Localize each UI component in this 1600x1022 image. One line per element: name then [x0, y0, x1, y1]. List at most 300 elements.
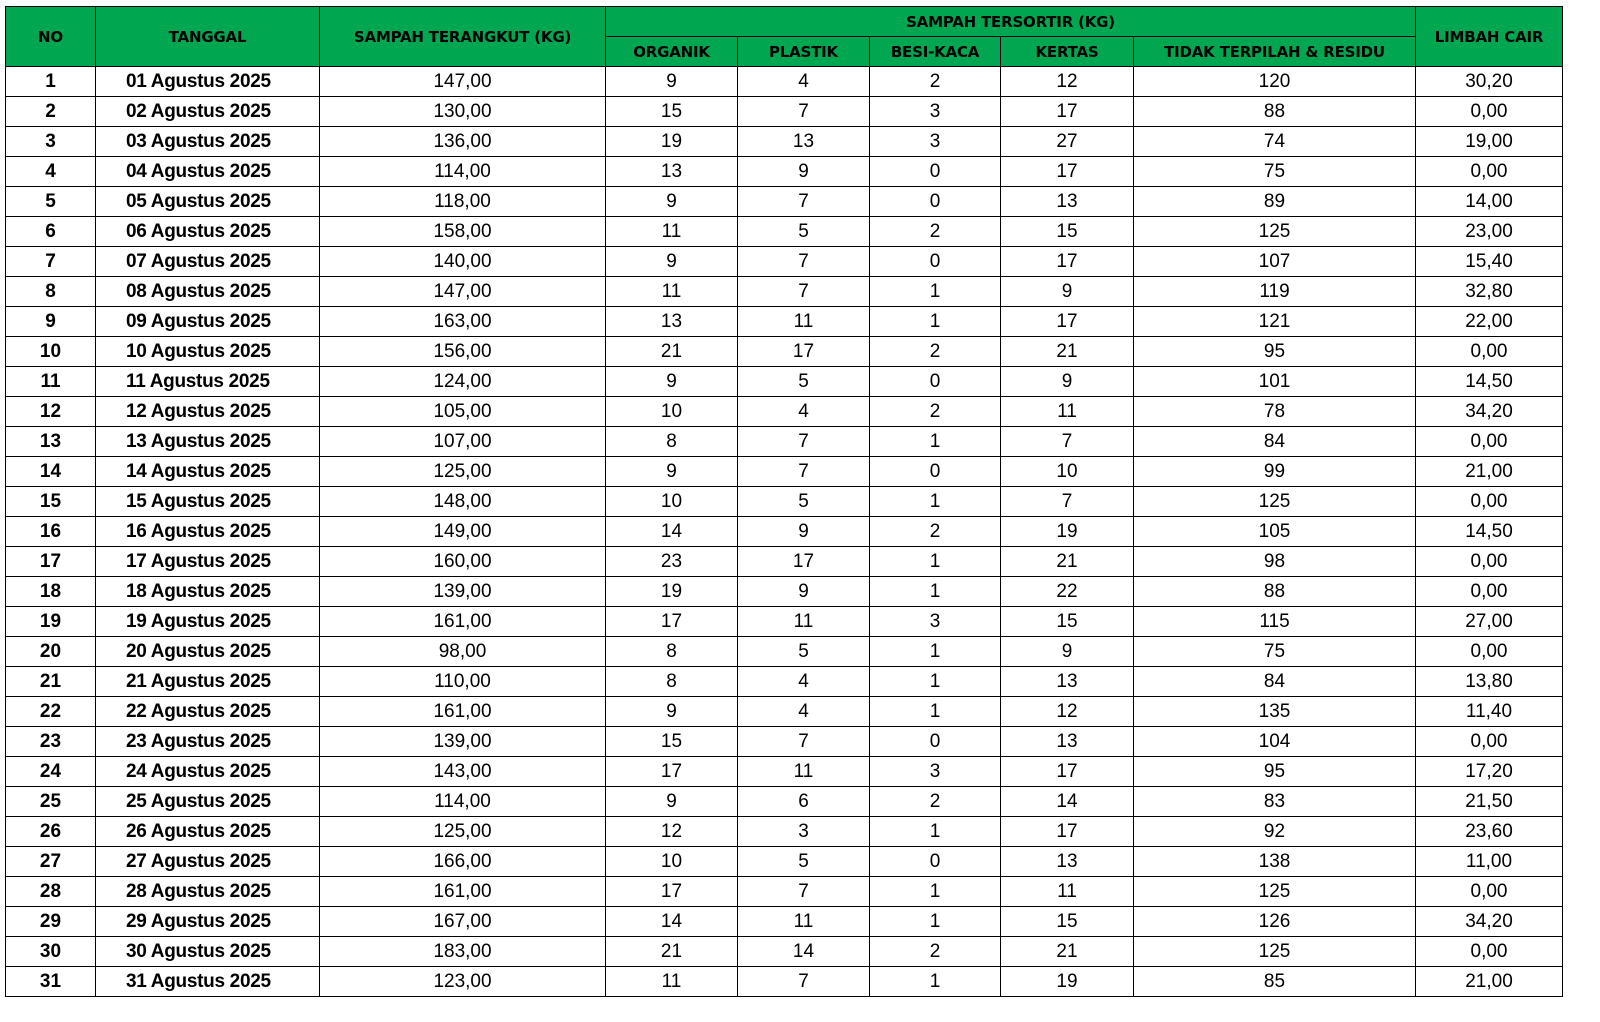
- cell-no[interactable]: 15: [6, 487, 96, 517]
- cell-kertas[interactable]: 12: [1001, 67, 1134, 97]
- cell-tanggal[interactable]: 25 Agustus 2025: [96, 787, 320, 817]
- cell-no[interactable]: 21: [6, 667, 96, 697]
- cell-limbah-cair[interactable]: 0,00: [1416, 727, 1563, 757]
- cell-sampah-terangkut[interactable]: 118,00: [320, 187, 606, 217]
- cell-besi-kaca[interactable]: 1: [870, 487, 1001, 517]
- cell-no[interactable]: 6: [6, 217, 96, 247]
- cell-residu[interactable]: 125: [1134, 217, 1416, 247]
- cell-limbah-cair[interactable]: 21,50: [1416, 787, 1563, 817]
- cell-plastik[interactable]: 7: [738, 727, 870, 757]
- cell-no[interactable]: 24: [6, 757, 96, 787]
- cell-sampah-terangkut[interactable]: 163,00: [320, 307, 606, 337]
- cell-sampah-terangkut[interactable]: 166,00: [320, 847, 606, 877]
- cell-residu[interactable]: 135: [1134, 697, 1416, 727]
- header-besi-kaca[interactable]: BESI-KACA: [870, 37, 1001, 67]
- cell-kertas[interactable]: 17: [1001, 307, 1134, 337]
- cell-besi-kaca[interactable]: 2: [870, 337, 1001, 367]
- cell-plastik[interactable]: 9: [738, 157, 870, 187]
- cell-besi-kaca[interactable]: 1: [870, 637, 1001, 667]
- cell-kertas[interactable]: 13: [1001, 667, 1134, 697]
- cell-besi-kaca[interactable]: 3: [870, 757, 1001, 787]
- cell-kertas[interactable]: 21: [1001, 337, 1134, 367]
- cell-sampah-terangkut[interactable]: 139,00: [320, 727, 606, 757]
- cell-plastik[interactable]: 7: [738, 187, 870, 217]
- cell-residu[interactable]: 98: [1134, 547, 1416, 577]
- cell-plastik[interactable]: 9: [738, 517, 870, 547]
- cell-residu[interactable]: 85: [1134, 967, 1416, 997]
- cell-plastik[interactable]: 4: [738, 67, 870, 97]
- cell-kertas[interactable]: 17: [1001, 97, 1134, 127]
- cell-besi-kaca[interactable]: 2: [870, 67, 1001, 97]
- cell-no[interactable]: 19: [6, 607, 96, 637]
- cell-sampah-terangkut[interactable]: 160,00: [320, 547, 606, 577]
- header-plastik[interactable]: PLASTIK: [738, 37, 870, 67]
- cell-kertas[interactable]: 19: [1001, 967, 1134, 997]
- cell-besi-kaca[interactable]: 0: [870, 457, 1001, 487]
- cell-limbah-cair[interactable]: 0,00: [1416, 487, 1563, 517]
- cell-no[interactable]: 28: [6, 877, 96, 907]
- cell-limbah-cair[interactable]: 14,00: [1416, 187, 1563, 217]
- cell-besi-kaca[interactable]: 1: [870, 907, 1001, 937]
- cell-tanggal[interactable]: 23 Agustus 2025: [96, 727, 320, 757]
- cell-no[interactable]: 31: [6, 967, 96, 997]
- table-row: [6, 787, 1563, 817]
- cell-besi-kaca[interactable]: 1: [870, 697, 1001, 727]
- cell-plastik[interactable]: 13: [738, 127, 870, 157]
- cell-residu[interactable]: 88: [1134, 577, 1416, 607]
- cell-residu[interactable]: 95: [1134, 337, 1416, 367]
- table-body: [6, 67, 1563, 997]
- cell-kertas[interactable]: 21: [1001, 937, 1134, 967]
- cell-limbah-cair[interactable]: 15,40: [1416, 247, 1563, 277]
- cell-limbah-cair[interactable]: 0,00: [1416, 337, 1563, 367]
- cell-plastik[interactable]: 4: [738, 397, 870, 427]
- cell-besi-kaca[interactable]: 0: [870, 247, 1001, 277]
- cell-plastik[interactable]: 6: [738, 787, 870, 817]
- cell-tanggal[interactable]: 17 Agustus 2025: [96, 547, 320, 577]
- cell-tanggal[interactable]: 09 Agustus 2025: [96, 307, 320, 337]
- cell-residu[interactable]: 120: [1134, 67, 1416, 97]
- cell-besi-kaca[interactable]: 2: [870, 397, 1001, 427]
- cell-sampah-terangkut[interactable]: 125,00: [320, 457, 606, 487]
- cell-kertas[interactable]: 15: [1001, 217, 1134, 247]
- cell-plastik[interactable]: 7: [738, 967, 870, 997]
- cell-sampah-terangkut[interactable]: 114,00: [320, 157, 606, 187]
- cell-sampah-terangkut[interactable]: 183,00: [320, 937, 606, 967]
- cell-limbah-cair[interactable]: 11,40: [1416, 697, 1563, 727]
- cell-tanggal[interactable]: 02 Agustus 2025: [96, 97, 320, 127]
- cell-plastik[interactable]: 7: [738, 247, 870, 277]
- cell-organik[interactable]: 9: [606, 697, 738, 727]
- cell-residu[interactable]: 99: [1134, 457, 1416, 487]
- cell-organik[interactable]: 19: [606, 127, 738, 157]
- cell-organik[interactable]: 14: [606, 907, 738, 937]
- cell-organik[interactable]: 13: [606, 157, 738, 187]
- cell-organik[interactable]: 10: [606, 487, 738, 517]
- cell-sampah-terangkut[interactable]: 161,00: [320, 697, 606, 727]
- cell-residu[interactable]: 104: [1134, 727, 1416, 757]
- cell-organik[interactable]: 23: [606, 547, 738, 577]
- cell-besi-kaca[interactable]: 0: [870, 157, 1001, 187]
- cell-sampah-terangkut[interactable]: 158,00: [320, 217, 606, 247]
- cell-besi-kaca[interactable]: 3: [870, 607, 1001, 637]
- cell-sampah-terangkut[interactable]: 149,00: [320, 517, 606, 547]
- cell-besi-kaca[interactable]: 0: [870, 367, 1001, 397]
- cell-limbah-cair[interactable]: 0,00: [1416, 877, 1563, 907]
- cell-plastik[interactable]: 7: [738, 457, 870, 487]
- cell-sampah-terangkut[interactable]: 161,00: [320, 607, 606, 637]
- cell-tanggal[interactable]: 28 Agustus 2025: [96, 877, 320, 907]
- cell-organik[interactable]: 10: [606, 847, 738, 877]
- cell-residu[interactable]: 126: [1134, 907, 1416, 937]
- table-row: [6, 427, 1563, 457]
- cell-organik[interactable]: 17: [606, 757, 738, 787]
- cell-no[interactable]: 14: [6, 457, 96, 487]
- cell-residu[interactable]: 92: [1134, 817, 1416, 847]
- table-row: [6, 97, 1563, 127]
- cell-limbah-cair[interactable]: 34,20: [1416, 907, 1563, 937]
- cell-residu[interactable]: 121: [1134, 307, 1416, 337]
- cell-tanggal[interactable]: 30 Agustus 2025: [96, 937, 320, 967]
- cell-residu[interactable]: 88: [1134, 97, 1416, 127]
- cell-sampah-terangkut[interactable]: 114,00: [320, 787, 606, 817]
- cell-sampah-terangkut[interactable]: 130,00: [320, 97, 606, 127]
- cell-kertas[interactable]: 7: [1001, 427, 1134, 457]
- cell-kertas[interactable]: 15: [1001, 607, 1134, 637]
- header-kertas[interactable]: KERTAS: [1001, 37, 1134, 67]
- cell-sampah-terangkut[interactable]: 140,00: [320, 247, 606, 277]
- cell-tanggal[interactable]: 04 Agustus 2025: [96, 157, 320, 187]
- cell-no[interactable]: 18: [6, 577, 96, 607]
- cell-no[interactable]: 13: [6, 427, 96, 457]
- cell-limbah-cair[interactable]: 34,20: [1416, 397, 1563, 427]
- cell-besi-kaca[interactable]: 1: [870, 667, 1001, 697]
- cell-organik[interactable]: 12: [606, 817, 738, 847]
- cell-kertas[interactable]: 10: [1001, 457, 1134, 487]
- cell-kertas[interactable]: 11: [1001, 877, 1134, 907]
- cell-no[interactable]: 12: [6, 397, 96, 427]
- cell-limbah-cair[interactable]: 0,00: [1416, 937, 1563, 967]
- cell-no[interactable]: 26: [6, 817, 96, 847]
- cell-tanggal[interactable]: 31 Agustus 2025: [96, 967, 320, 997]
- cell-limbah-cair[interactable]: 32,80: [1416, 277, 1563, 307]
- cell-limbah-cair[interactable]: 17,20: [1416, 757, 1563, 787]
- cell-plastik[interactable]: 11: [738, 307, 870, 337]
- header-organik[interactable]: ORGANIK: [606, 37, 738, 67]
- header-limbah-cair[interactable]: LIMBAH CAIR: [1416, 7, 1563, 67]
- cell-plastik[interactable]: 7: [738, 427, 870, 457]
- cell-sampah-terangkut[interactable]: 124,00: [320, 367, 606, 397]
- cell-no[interactable]: 7: [6, 247, 96, 277]
- cell-plastik[interactable]: 7: [738, 97, 870, 127]
- cell-tanggal[interactable]: 22 Agustus 2025: [96, 697, 320, 727]
- cell-kertas[interactable]: 15: [1001, 907, 1134, 937]
- cell-organik[interactable]: 9: [606, 187, 738, 217]
- cell-besi-kaca[interactable]: 0: [870, 727, 1001, 757]
- cell-plastik[interactable]: 9: [738, 577, 870, 607]
- cell-kertas[interactable]: 21: [1001, 547, 1134, 577]
- cell-plastik[interactable]: 5: [738, 847, 870, 877]
- cell-organik[interactable]: 21: [606, 337, 738, 367]
- cell-limbah-cair[interactable]: 0,00: [1416, 547, 1563, 577]
- cell-organik[interactable]: 9: [606, 247, 738, 277]
- cell-residu[interactable]: 101: [1134, 367, 1416, 397]
- cell-limbah-cair[interactable]: 23,00: [1416, 217, 1563, 247]
- cell-besi-kaca[interactable]: 2: [870, 787, 1001, 817]
- cell-kertas[interactable]: 13: [1001, 847, 1134, 877]
- cell-kertas[interactable]: 19: [1001, 517, 1134, 547]
- cell-residu[interactable]: 89: [1134, 187, 1416, 217]
- cell-tanggal[interactable]: 15 Agustus 2025: [96, 487, 320, 517]
- cell-besi-kaca[interactable]: 1: [870, 577, 1001, 607]
- cell-kertas[interactable]: 17: [1001, 757, 1134, 787]
- cell-organik[interactable]: 17: [606, 877, 738, 907]
- cell-besi-kaca[interactable]: 1: [870, 877, 1001, 907]
- cell-kertas[interactable]: 12: [1001, 697, 1134, 727]
- cell-organik[interactable]: 15: [606, 727, 738, 757]
- cell-no[interactable]: 8: [6, 277, 96, 307]
- cell-limbah-cair[interactable]: 27,00: [1416, 607, 1563, 637]
- cell-kertas[interactable]: 11: [1001, 397, 1134, 427]
- cell-limbah-cair[interactable]: 21,00: [1416, 967, 1563, 997]
- cell-organik[interactable]: 19: [606, 577, 738, 607]
- cell-plastik[interactable]: 4: [738, 667, 870, 697]
- cell-sampah-terangkut[interactable]: 167,00: [320, 907, 606, 937]
- cell-kertas[interactable]: 14: [1001, 787, 1134, 817]
- cell-kertas[interactable]: 17: [1001, 247, 1134, 277]
- cell-organik[interactable]: 9: [606, 457, 738, 487]
- cell-organik[interactable]: 9: [606, 367, 738, 397]
- cell-no[interactable]: 3: [6, 127, 96, 157]
- cell-limbah-cair[interactable]: 0,00: [1416, 427, 1563, 457]
- cell-organik[interactable]: 11: [606, 217, 738, 247]
- cell-no[interactable]: 2: [6, 97, 96, 127]
- cell-limbah-cair[interactable]: 0,00: [1416, 577, 1563, 607]
- cell-sampah-terangkut[interactable]: 136,00: [320, 127, 606, 157]
- cell-tanggal[interactable]: 16 Agustus 2025: [96, 517, 320, 547]
- cell-residu[interactable]: 83: [1134, 787, 1416, 817]
- cell-plastik[interactable]: 4: [738, 697, 870, 727]
- cell-plastik[interactable]: 3: [738, 817, 870, 847]
- cell-sampah-terangkut[interactable]: 161,00: [320, 877, 606, 907]
- cell-tanggal[interactable]: 26 Agustus 2025: [96, 817, 320, 847]
- cell-plastik[interactable]: 5: [738, 217, 870, 247]
- cell-no[interactable]: 4: [6, 157, 96, 187]
- cell-kertas[interactable]: 13: [1001, 727, 1134, 757]
- cell-organik[interactable]: 17: [606, 607, 738, 637]
- cell-residu[interactable]: 84: [1134, 667, 1416, 697]
- cell-besi-kaca[interactable]: 1: [870, 547, 1001, 577]
- cell-sampah-terangkut[interactable]: 98,00: [320, 637, 606, 667]
- cell-organik[interactable]: 9: [606, 787, 738, 817]
- cell-besi-kaca[interactable]: 0: [870, 187, 1001, 217]
- cell-sampah-terangkut[interactable]: 156,00: [320, 337, 606, 367]
- cell-tanggal[interactable]: 03 Agustus 2025: [96, 127, 320, 157]
- cell-sampah-terangkut[interactable]: 125,00: [320, 817, 606, 847]
- cell-tanggal[interactable]: 29 Agustus 2025: [96, 907, 320, 937]
- cell-besi-kaca[interactable]: 3: [870, 127, 1001, 157]
- cell-plastik[interactable]: 5: [738, 637, 870, 667]
- cell-sampah-terangkut[interactable]: 123,00: [320, 967, 606, 997]
- cell-organik[interactable]: 11: [606, 277, 738, 307]
- cell-limbah-cair[interactable]: 30,20: [1416, 67, 1563, 97]
- cell-plastik[interactable]: 5: [738, 487, 870, 517]
- cell-no[interactable]: 22: [6, 697, 96, 727]
- cell-tanggal[interactable]: 10 Agustus 2025: [96, 337, 320, 367]
- table-row: [6, 637, 1563, 667]
- cell-organik[interactable]: 21: [606, 937, 738, 967]
- cell-limbah-cair[interactable]: 13,80: [1416, 667, 1563, 697]
- cell-no[interactable]: 5: [6, 187, 96, 217]
- cell-plastik[interactable]: 11: [738, 757, 870, 787]
- cell-no[interactable]: 25: [6, 787, 96, 817]
- cell-residu[interactable]: 95: [1134, 757, 1416, 787]
- cell-no[interactable]: 1: [6, 67, 96, 97]
- cell-residu[interactable]: 125: [1134, 487, 1416, 517]
- cell-organik[interactable]: 14: [606, 517, 738, 547]
- cell-tanggal[interactable]: 05 Agustus 2025: [96, 187, 320, 217]
- header-sampah-tersortir[interactable]: SAMPAH TERSORTIR (KG): [606, 7, 1416, 37]
- cell-kertas[interactable]: 9: [1001, 367, 1134, 397]
- cell-sampah-terangkut[interactable]: 147,00: [320, 277, 606, 307]
- cell-residu[interactable]: 84: [1134, 427, 1416, 457]
- cell-plastik[interactable]: 17: [738, 547, 870, 577]
- cell-besi-kaca[interactable]: 1: [870, 817, 1001, 847]
- table-row: [6, 367, 1563, 397]
- cell-tanggal[interactable]: 21 Agustus 2025: [96, 667, 320, 697]
- cell-plastik[interactable]: 11: [738, 907, 870, 937]
- cell-kertas[interactable]: 22: [1001, 577, 1134, 607]
- table-row: [6, 817, 1563, 847]
- cell-no[interactable]: 9: [6, 307, 96, 337]
- cell-besi-kaca[interactable]: 3: [870, 97, 1001, 127]
- cell-no[interactable]: 27: [6, 847, 96, 877]
- cell-besi-kaca[interactable]: 0: [870, 847, 1001, 877]
- cell-no[interactable]: 30: [6, 937, 96, 967]
- cell-sampah-terangkut[interactable]: 105,00: [320, 397, 606, 427]
- cell-no[interactable]: 11: [6, 367, 96, 397]
- cell-tanggal[interactable]: 19 Agustus 2025: [96, 607, 320, 637]
- cell-besi-kaca[interactable]: 2: [870, 517, 1001, 547]
- table-row: [6, 547, 1563, 577]
- cell-residu[interactable]: 138: [1134, 847, 1416, 877]
- cell-no[interactable]: 10: [6, 337, 96, 367]
- cell-tanggal[interactable]: 12 Agustus 2025: [96, 397, 320, 427]
- cell-besi-kaca[interactable]: 2: [870, 217, 1001, 247]
- cell-residu[interactable]: 125: [1134, 877, 1416, 907]
- cell-kertas[interactable]: 9: [1001, 637, 1134, 667]
- cell-plastik[interactable]: 7: [738, 877, 870, 907]
- cell-residu[interactable]: 107: [1134, 247, 1416, 277]
- cell-tanggal[interactable]: 07 Agustus 2025: [96, 247, 320, 277]
- cell-plastik[interactable]: 11: [738, 607, 870, 637]
- cell-residu[interactable]: 75: [1134, 637, 1416, 667]
- cell-limbah-cair[interactable]: 21,00: [1416, 457, 1563, 487]
- header-residu[interactable]: TIDAK TERPILAH & RESIDU: [1134, 37, 1416, 67]
- cell-tanggal[interactable]: 08 Agustus 2025: [96, 277, 320, 307]
- cell-tanggal[interactable]: 20 Agustus 2025: [96, 637, 320, 667]
- header-sampah-terangkut[interactable]: SAMPAH TERANGKUT (KG): [320, 7, 606, 67]
- cell-organik[interactable]: 8: [606, 637, 738, 667]
- table-row: [6, 727, 1563, 757]
- cell-sampah-terangkut[interactable]: 110,00: [320, 667, 606, 697]
- cell-tanggal[interactable]: 14 Agustus 2025: [96, 457, 320, 487]
- cell-sampah-terangkut[interactable]: 148,00: [320, 487, 606, 517]
- cell-plastik[interactable]: 7: [738, 277, 870, 307]
- cell-organik[interactable]: 13: [606, 307, 738, 337]
- cell-tanggal[interactable]: 06 Agustus 2025: [96, 217, 320, 247]
- cell-organik[interactable]: 9: [606, 67, 738, 97]
- cell-tanggal[interactable]: 24 Agustus 2025: [96, 757, 320, 787]
- cell-tanggal[interactable]: 11 Agustus 2025: [96, 367, 320, 397]
- cell-tanggal[interactable]: 01 Agustus 2025: [96, 67, 320, 97]
- cell-tanggal[interactable]: 18 Agustus 2025: [96, 577, 320, 607]
- cell-kertas[interactable]: 7: [1001, 487, 1134, 517]
- cell-residu[interactable]: 75: [1134, 157, 1416, 187]
- cell-tanggal[interactable]: 13 Agustus 2025: [96, 427, 320, 457]
- cell-kertas[interactable]: 9: [1001, 277, 1134, 307]
- cell-limbah-cair[interactable]: 19,00: [1416, 127, 1563, 157]
- cell-residu[interactable]: 74: [1134, 127, 1416, 157]
- cell-no[interactable]: 17: [6, 547, 96, 577]
- cell-residu[interactable]: 125: [1134, 937, 1416, 967]
- cell-sampah-terangkut[interactable]: 143,00: [320, 757, 606, 787]
- cell-no[interactable]: 16: [6, 517, 96, 547]
- cell-kertas[interactable]: 13: [1001, 187, 1134, 217]
- cell-organik[interactable]: 10: [606, 397, 738, 427]
- header-no[interactable]: NO: [6, 7, 96, 67]
- cell-residu[interactable]: 105: [1134, 517, 1416, 547]
- cell-sampah-terangkut[interactable]: 147,00: [320, 67, 606, 97]
- cell-sampah-terangkut[interactable]: 139,00: [320, 577, 606, 607]
- cell-tanggal[interactable]: 27 Agustus 2025: [96, 847, 320, 877]
- cell-kertas[interactable]: 17: [1001, 817, 1134, 847]
- cell-no[interactable]: 23: [6, 727, 96, 757]
- cell-organik[interactable]: 8: [606, 667, 738, 697]
- table-row: [6, 217, 1563, 247]
- cell-organik[interactable]: 11: [606, 967, 738, 997]
- cell-kertas[interactable]: 27: [1001, 127, 1134, 157]
- cell-limbah-cair[interactable]: 0,00: [1416, 157, 1563, 187]
- table-row: [6, 157, 1563, 187]
- cell-limbah-cair[interactable]: 14,50: [1416, 517, 1563, 547]
- cell-limbah-cair[interactable]: 22,00: [1416, 307, 1563, 337]
- cell-limbah-cair[interactable]: 0,00: [1416, 97, 1563, 127]
- header-tanggal[interactable]: TANGGAL: [96, 7, 320, 67]
- cell-limbah-cair[interactable]: 11,00: [1416, 847, 1563, 877]
- cell-no[interactable]: 29: [6, 907, 96, 937]
- cell-besi-kaca[interactable]: 1: [870, 427, 1001, 457]
- cell-sampah-terangkut[interactable]: 107,00: [320, 427, 606, 457]
- cell-organik[interactable]: 8: [606, 427, 738, 457]
- cell-besi-kaca[interactable]: 2: [870, 937, 1001, 967]
- cell-residu[interactable]: 119: [1134, 277, 1416, 307]
- cell-residu[interactable]: 115: [1134, 607, 1416, 637]
- cell-limbah-cair[interactable]: 23,60: [1416, 817, 1563, 847]
- cell-no[interactable]: 20: [6, 637, 96, 667]
- cell-organik[interactable]: 15: [606, 97, 738, 127]
- cell-besi-kaca[interactable]: 1: [870, 307, 1001, 337]
- cell-besi-kaca[interactable]: 1: [870, 967, 1001, 997]
- cell-kertas[interactable]: 17: [1001, 157, 1134, 187]
- cell-plastik[interactable]: 17: [738, 337, 870, 367]
- cell-residu[interactable]: 78: [1134, 397, 1416, 427]
- cell-limbah-cair[interactable]: 0,00: [1416, 637, 1563, 667]
- cell-plastik[interactable]: 5: [738, 367, 870, 397]
- cell-limbah-cair[interactable]: 14,50: [1416, 367, 1563, 397]
- cell-besi-kaca[interactable]: 1: [870, 277, 1001, 307]
- cell-plastik[interactable]: 14: [738, 937, 870, 967]
